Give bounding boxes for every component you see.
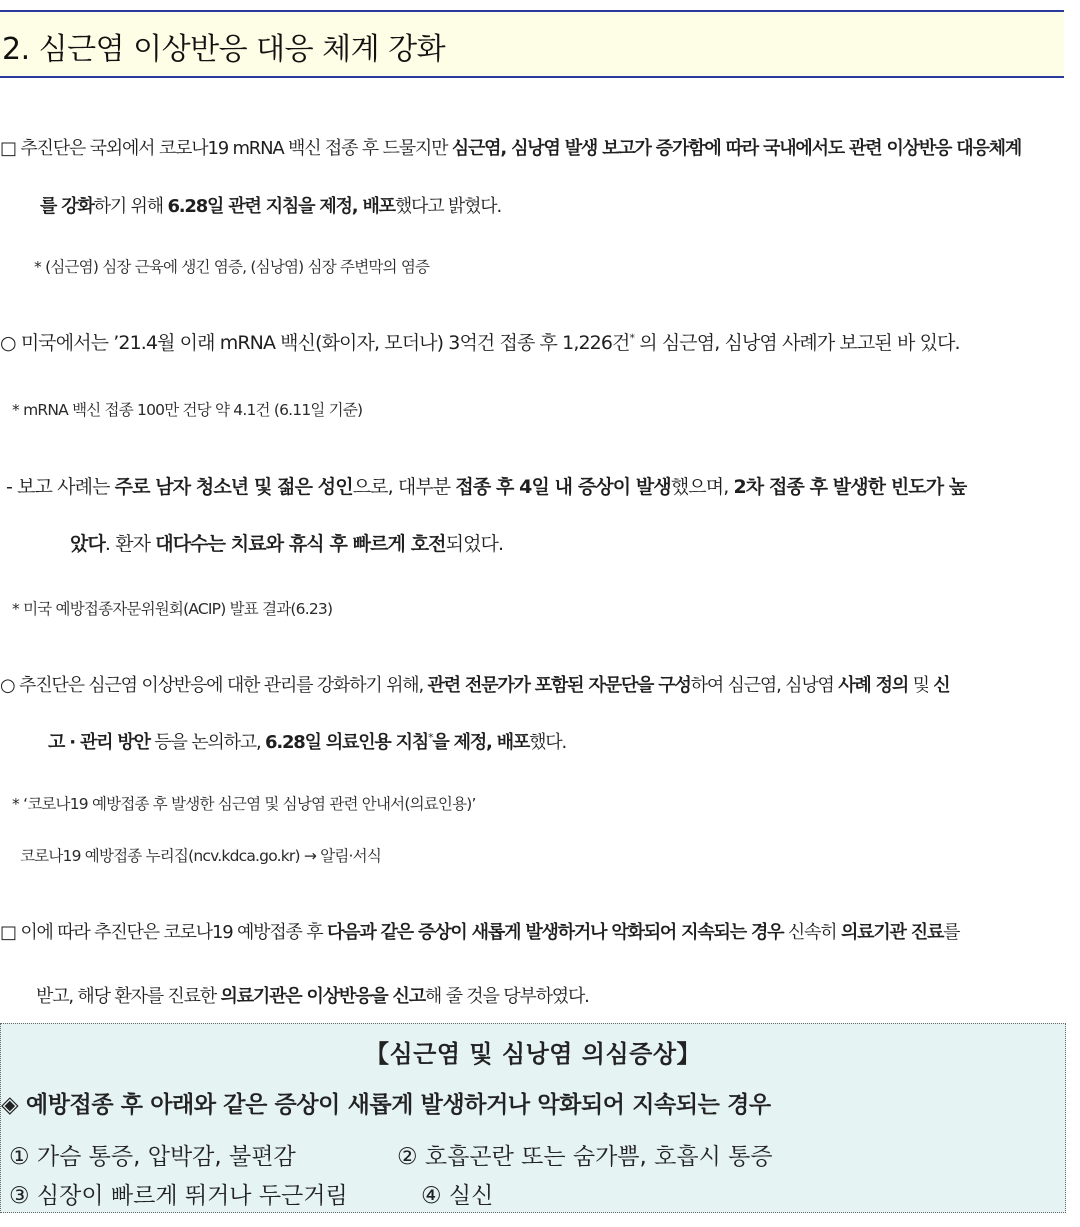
para1-note: * (심근염) 심장 근육에 생긴 염증, (심낭염) 심장 주변막의 염증 bbox=[34, 258, 430, 276]
square-bullet: □ bbox=[0, 922, 16, 943]
para1-line1: □ 추진단은 국외에서 코로나19 mRNA 백신 접종 후 드물지만 심근염, 심낭염 발생 보고가 증가함에 따라 국내에서도 관련 이상반응 대응체계 bbox=[0, 138, 1022, 159]
para4-line2: 고 · 관리 방안 등을 논의하고, 6.28일 의료인용 지침*을 제정, 배포했다. bbox=[48, 731, 566, 753]
circle-bullet: ○ bbox=[0, 675, 15, 696]
para5-line1: □ 이에 따라 추진단은 코로나19 예방접종 후 다음과 같은 증상이 새롭게 발생하거나 악화되어 지속되는 경우 신속히 의료기관 진료를 bbox=[0, 922, 960, 943]
para3-line1: - 보고 사례는 주로 남자 청소년 및 젊은 성인으로, 대부분 접종 후 4일 내 증상이 발생했으며, 2차 접종 후 발생한 빈도가 높 bbox=[6, 476, 967, 498]
symptom-box bbox=[0, 1023, 1066, 1213]
para3-note: * 미국 예방접종자문위원회(ACIP) 발표 결과(6.23) bbox=[12, 600, 333, 618]
para5-line2: 받고, 해당 환자를 진료한 의료기관은 이상반응을 신고해 줄 것을 당부하였다. bbox=[36, 986, 589, 1007]
symptom-1: ① 가슴 통증, 압박감, 불편감 bbox=[9, 1144, 296, 1170]
para2-note: * mRNA 백신 접종 100만 건당 약 4.1건 (6.11일 기준) bbox=[12, 401, 363, 419]
para3-line2: 았다. 환자 대다수는 치료와 휴식 후 빠르게 호전되었다. bbox=[70, 533, 504, 555]
symptom-4: ④ 실신 bbox=[421, 1183, 494, 1209]
section-title: 2. 심근염 이상반응 대응 체계 강화 bbox=[2, 32, 446, 67]
square-bullet: □ bbox=[0, 138, 16, 159]
section-title-bar bbox=[0, 10, 1064, 78]
para2-line1: ○ 미국에서는 ’21.4월 이래 mRNA 백신(화이자, 모더나) 3억건 접종 후 1,226건* 의 심근염, 심낭염 사례가 보고된 바 있다. bbox=[0, 331, 960, 354]
para4-note1: * ‘코로나19 예방접종 후 발생한 심근염 및 심낭염 관련 안내서(의료인용)’ bbox=[12, 795, 476, 813]
box-subtitle: ◈ 예방접종 후 아래와 같은 증상이 새롭게 발생하거나 악화되어 지속되는 경우 bbox=[1, 1092, 771, 1118]
symptom-3: ③ 심장이 빠르게 뛰거나 두근거림 bbox=[9, 1183, 348, 1209]
box-title: 【심근염 및 심낭염 의심증상】 bbox=[364, 1040, 702, 1068]
circle-bullet: ○ bbox=[0, 332, 16, 354]
symptom-2: ② 호흡곤란 또는 숨가쁨, 호흡시 통증 bbox=[397, 1144, 773, 1170]
para4-line1: ○ 추진단은 심근염 이상반응에 대한 관리를 강화하기 위해, 관련 전문가가 포함된 자문단을 구성하여 심근염, 심낭염 사례 정의 및 신 bbox=[0, 675, 950, 696]
para1-line2: 를 강화하기 위해 6.28일 관련 지침을 제정, 배포했다고 밝혔다. bbox=[40, 196, 502, 217]
para4-note2: 코로나19 예방접종 누리집(ncv.kdca.go.kr) → 알림·서식 bbox=[20, 847, 381, 865]
